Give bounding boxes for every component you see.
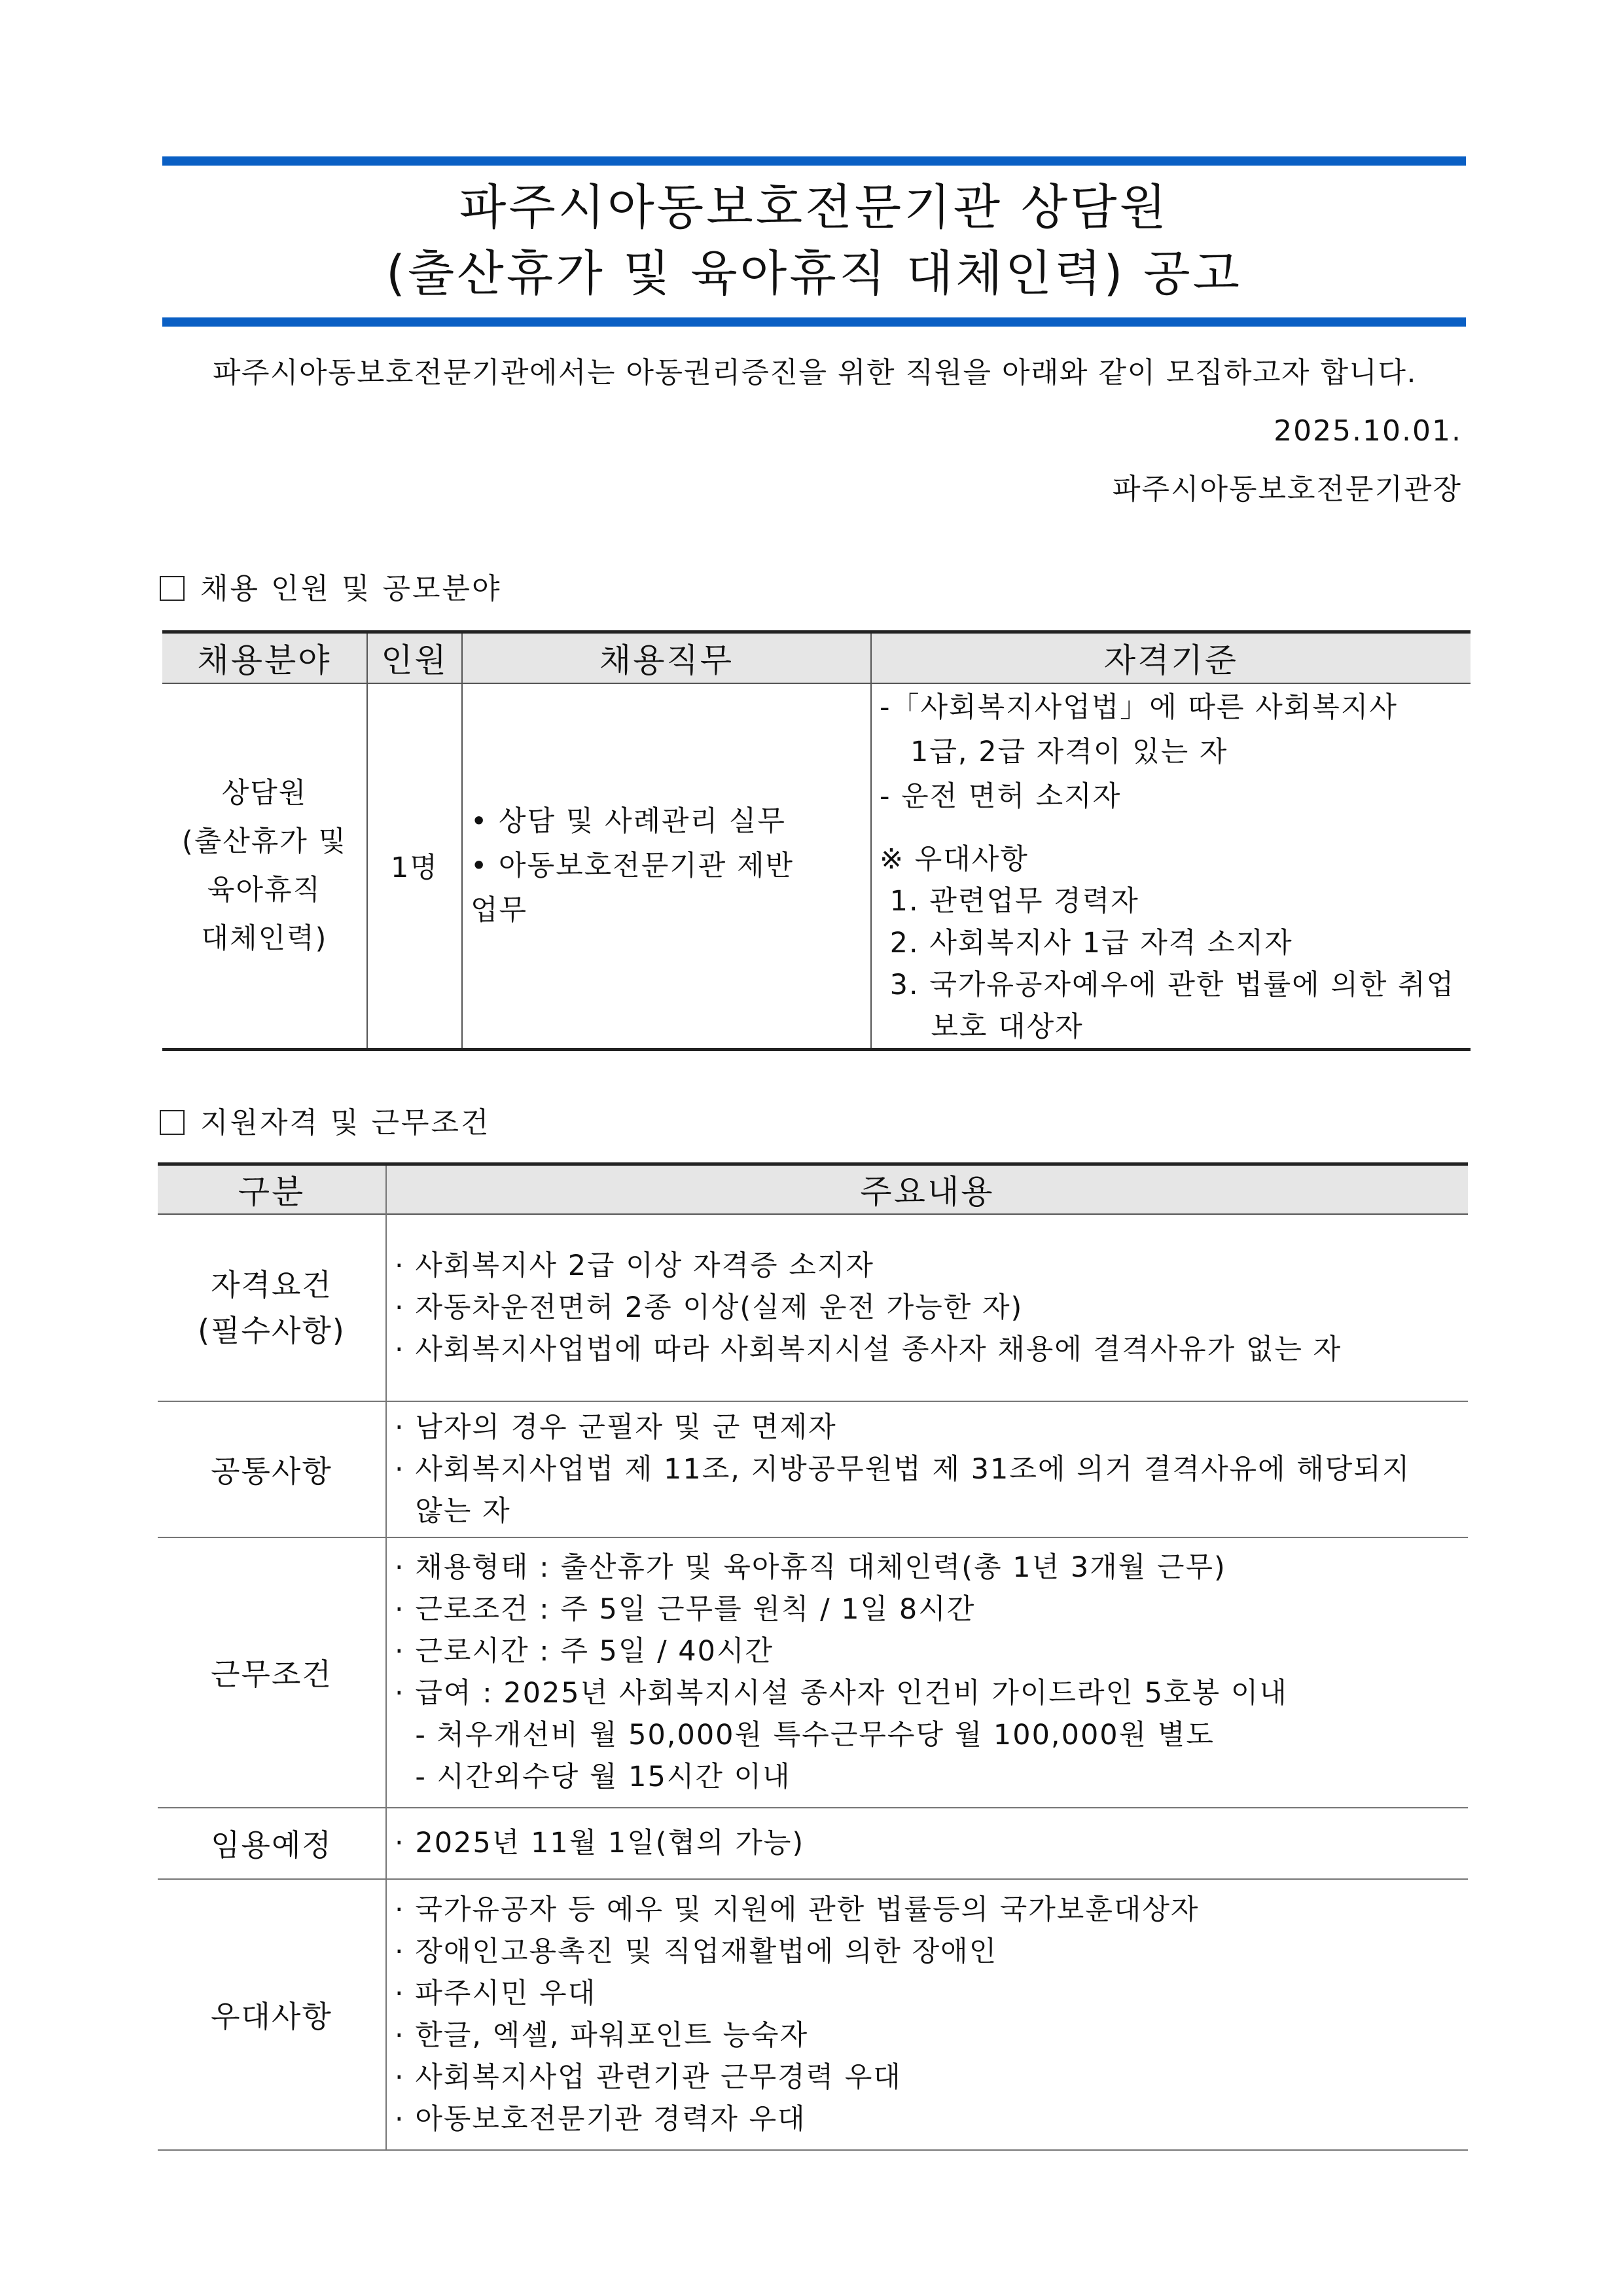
table-row bbox=[158, 1401, 1468, 1537]
text-line: ※ 우대사항 bbox=[880, 842, 1029, 876]
header-field: 채용분야 bbox=[162, 632, 367, 683]
text-line: · 사회복지사업법에 따라 사회복지시설 종사자 채용에 결격사유가 없는 자 bbox=[395, 1333, 1342, 1366]
date: 2025.10.01. bbox=[1274, 414, 1462, 448]
header-criteria: 자격기준 bbox=[871, 632, 1471, 683]
text-line: · 장애인고용촉진 및 직업재활법에 의한 장애인 bbox=[395, 1935, 998, 1968]
text-line: - 시간외수당 월 15시간 이내 bbox=[395, 1761, 791, 1793]
text-line: · 사회복지사업법 제 11조, 지방공무원법 제 31조에 의거 결격사유에 해당되지 bbox=[395, 1452, 1411, 1486]
text-line: · 근로조건 : 주 5일 근무를 원칙 / 1일 8시간 bbox=[395, 1593, 976, 1626]
text-line: · 아동보호전문기관 경력자 우대 bbox=[395, 2102, 806, 2136]
text-line: 근무조건 bbox=[158, 1537, 386, 1808]
text-line: · 채용형태 : 출산휴가 및 육아휴직 대체인력(총 1년 3개월 근무) bbox=[395, 1551, 1226, 1584]
text-line: 자격요건 bbox=[211, 1266, 332, 1302]
bottom-rule bbox=[162, 317, 1466, 327]
table-row bbox=[158, 1214, 1468, 1401]
text-line: (필수사항) bbox=[198, 1312, 346, 1348]
text-line: · 급여 : 2025년 사회복지시설 종사자 인건비 가이드라인 5호봉 이내 bbox=[395, 1677, 1288, 1710]
table-row bbox=[158, 1879, 1468, 2150]
text-line: 공통사항 bbox=[158, 1401, 386, 1537]
text-line: · 근로시간 : 주 5일 / 40시간 bbox=[395, 1635, 774, 1668]
text-line: 1. 관련업무 경력자 bbox=[880, 884, 1139, 918]
section1-heading bbox=[160, 569, 502, 609]
text-line: 1급, 2급 자격이 있는 자 bbox=[880, 735, 1228, 768]
table-row bbox=[158, 1537, 1468, 1808]
text-line: 상담원 bbox=[221, 776, 308, 810]
header-duties: 채용직무 bbox=[462, 632, 871, 683]
section2-heading bbox=[160, 1103, 491, 1143]
checkbox-icon bbox=[160, 576, 185, 601]
text-line: 않는 자 bbox=[395, 1494, 511, 1528]
header-count: 인원 bbox=[367, 632, 462, 683]
field-cell bbox=[162, 683, 367, 1050]
text-line: 보호 대상자 bbox=[880, 1010, 1084, 1043]
text-line: 대체인력) bbox=[201, 922, 328, 955]
count-cell: 1명 bbox=[367, 683, 462, 1050]
intro-text: 파주시아동보호전문기관에서는 아동권리증진을 위한 직원을 아래와 같이 모집하고자 합니다. bbox=[212, 356, 1418, 389]
text-line: 2. 사회복지사 1급 자격 소지자 bbox=[880, 926, 1293, 960]
text-line: 3. 국가유공자예우에 관한 법률에 의한 취업 bbox=[880, 968, 1455, 1001]
text-line: · 사회복지사 2급 이상 자격증 소지자 bbox=[395, 1249, 874, 1282]
title-line2: (출산휴가 및 육아휴직 대체인력) 공고 bbox=[385, 245, 1243, 302]
issuer: 파주시아동보호전문기관장 bbox=[1112, 473, 1462, 506]
text-line: 임용예정 bbox=[158, 1808, 386, 1879]
text-line: · 2025년 11월 1일(협의 가능) bbox=[395, 1827, 805, 1859]
text-line: (출산휴가 및 bbox=[181, 825, 348, 858]
text-line: · 한글, 엑셀, 파워포인트 능숙자 bbox=[395, 2018, 809, 2052]
text-line: 지원자격 및 근무조건 bbox=[200, 1106, 491, 1139]
text-line: · 남자의 경우 군필자 및 군 면제자 bbox=[395, 1410, 837, 1444]
text-line: • 아동보호전문기관 제반 bbox=[471, 849, 794, 882]
criteria-cell bbox=[871, 683, 1471, 1050]
duties-cell bbox=[462, 683, 871, 1050]
top-rule bbox=[162, 156, 1466, 166]
text-line: 업무 bbox=[471, 893, 528, 927]
text-line: 육아휴직 bbox=[207, 873, 322, 906]
text-line: • 상담 및 사례관리 실무 bbox=[471, 804, 786, 838]
text-line: 우대사항 bbox=[158, 1879, 386, 2150]
table-row bbox=[158, 1808, 1468, 1879]
header-content: 주요내용 bbox=[386, 1164, 1468, 1214]
checkbox-icon bbox=[160, 1110, 185, 1135]
text-line: · 파주시민 우대 bbox=[395, 1977, 597, 2010]
text-line: · 사회복지사업 관련기관 근무경력 우대 bbox=[395, 2060, 902, 2094]
text-line: - 운전 면허 소지자 bbox=[880, 780, 1122, 813]
recruitment-table bbox=[162, 630, 1471, 1051]
text-line: -「사회복지사업법」에 따른 사회복지사 bbox=[880, 691, 1398, 724]
title-line1: 파주시아동보호전문기관 상담원 bbox=[459, 179, 1169, 236]
text-line: 채용 인원 및 공모분야 bbox=[200, 572, 502, 605]
text-line: · 국가유공자 등 예우 및 지원에 관한 법률등의 국가보훈대상자 bbox=[395, 1893, 1200, 1926]
conditions-table bbox=[158, 1162, 1468, 2151]
header-category: 구분 bbox=[158, 1164, 386, 1214]
text-line: · 자동차운전면허 2종 이상(실제 운전 가능한 자) bbox=[395, 1291, 1024, 1324]
text-line: - 처우개선비 월 50,000원 특수근무수당 월 100,000원 별도 bbox=[395, 1719, 1215, 1751]
table-row bbox=[162, 683, 1471, 1050]
